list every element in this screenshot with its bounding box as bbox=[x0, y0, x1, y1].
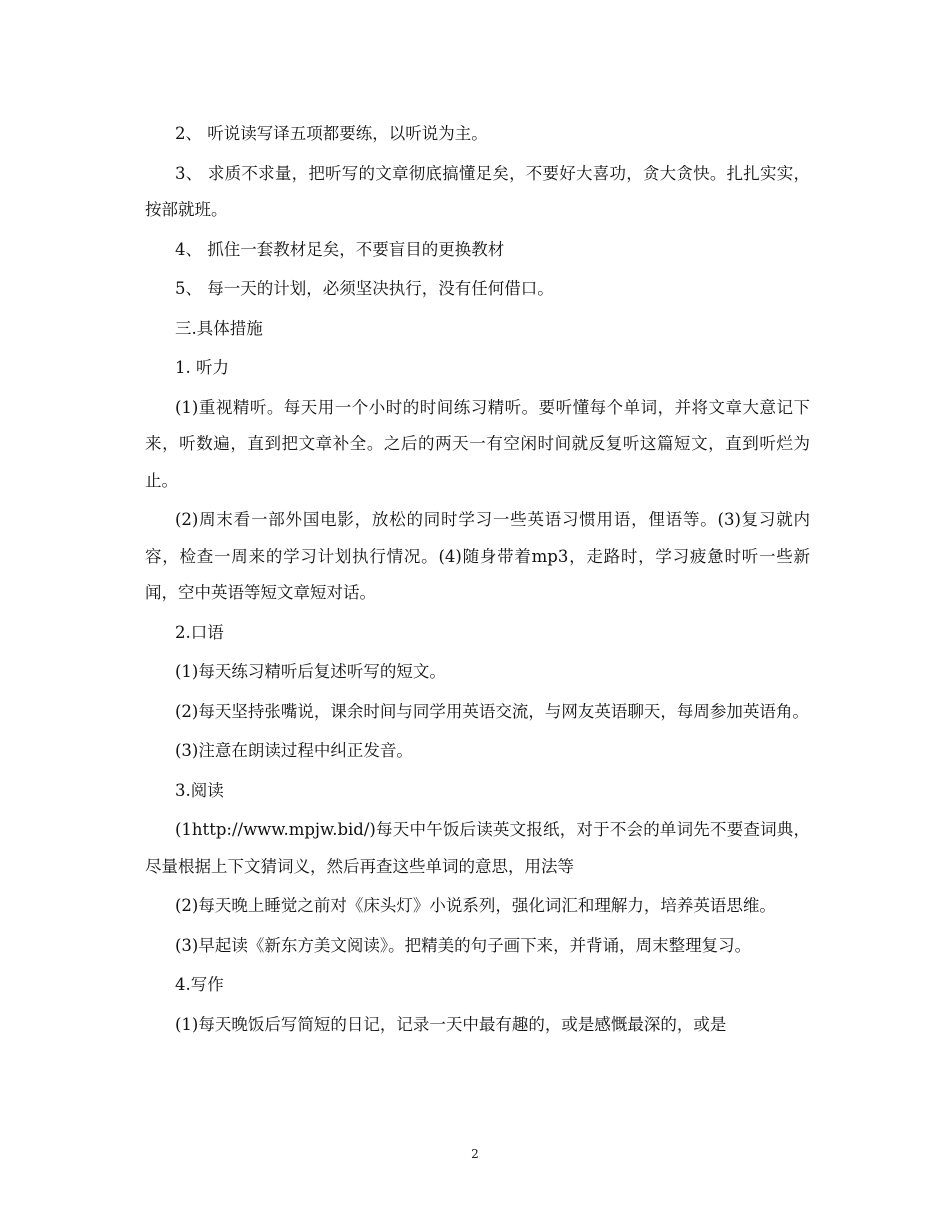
paragraph-speaking-3: (3)注意在朗读过程中纠正发音。 bbox=[175, 741, 413, 760]
paragraph-reading-1: (1http://www.mpjw.bid/)每天中午饭后读英文报纸，对于不会的单词先不要查词典，尽量根据上下文猜词义，然后再查这些单词的意思，用法等 bbox=[145, 820, 810, 876]
list-item-2: 2、 听说读写译五项都要练，以听说为主。 bbox=[175, 124, 488, 143]
page-number: 2 bbox=[471, 1147, 479, 1161]
subheading-writing: 4.写作 bbox=[175, 975, 224, 994]
subheading-reading: 3.阅读 bbox=[175, 780, 224, 800]
paragraph-listening-2: (2)周末看一部外国电影，放松的同时学习一些英语习惯用语，俚语等。(3)复习就内容，检查一周来的学习计划执行情况。(4)随身带着mp3，走路时，学习疲惫时听一些新闻，空中英语等短文章短对话。 bbox=[145, 510, 810, 602]
paragraph-reading-3: (3)早起读《新东方美文阅读》。把精美的句子画下来，并背诵，周末整理复习。 bbox=[175, 935, 752, 955]
paragraph-reading-2: (2)每天晚上睡觉之前对《床头灯》小说系列，强化词汇和理解力，培养英语思维。 bbox=[175, 896, 776, 915]
subheading-listening: 1. 听力 bbox=[175, 358, 229, 377]
list-item-3: 3、 求质不求量，把听写的文章彻底搞懂足矣，不要好大喜功，贪大贪快。扎扎实实，按部就班。 bbox=[145, 163, 810, 219]
subheading-speaking: 2.口语 bbox=[175, 622, 224, 642]
paragraph-speaking-2: (2)每天坚持张嘴说，课余时间与同学用英语交流，与网友英语聊天，每周参加英语角。 bbox=[175, 701, 809, 721]
list-item-5: 5、 每一天的计划，必须坚决执行，没有任何借口。 bbox=[175, 279, 554, 298]
document-body bbox=[145, 116, 810, 1046]
list-item-4: 4、 抓住一套教材足矣，不要盲目的更换教材 bbox=[175, 239, 505, 259]
section-heading-measures: 三.具体措施 bbox=[175, 318, 263, 338]
paragraph-listening-1: (1)重视精听。每天用一个小时的时间练习精听。要听懂每个单词，并将文章大意记下来，听数遍，直到把文章补全。之后的两天一有空闲时间就反复听这篇短文，直到听烂为止。 bbox=[145, 397, 810, 490]
paragraph-writing-1: (1)每天晚饭后写简短的日记，记录一天中最有趣的，或是感慨最深的，或是 bbox=[175, 1014, 727, 1034]
paragraph-speaking-1: (1)每天练习精听后复述听写的短文。 bbox=[175, 662, 446, 681]
